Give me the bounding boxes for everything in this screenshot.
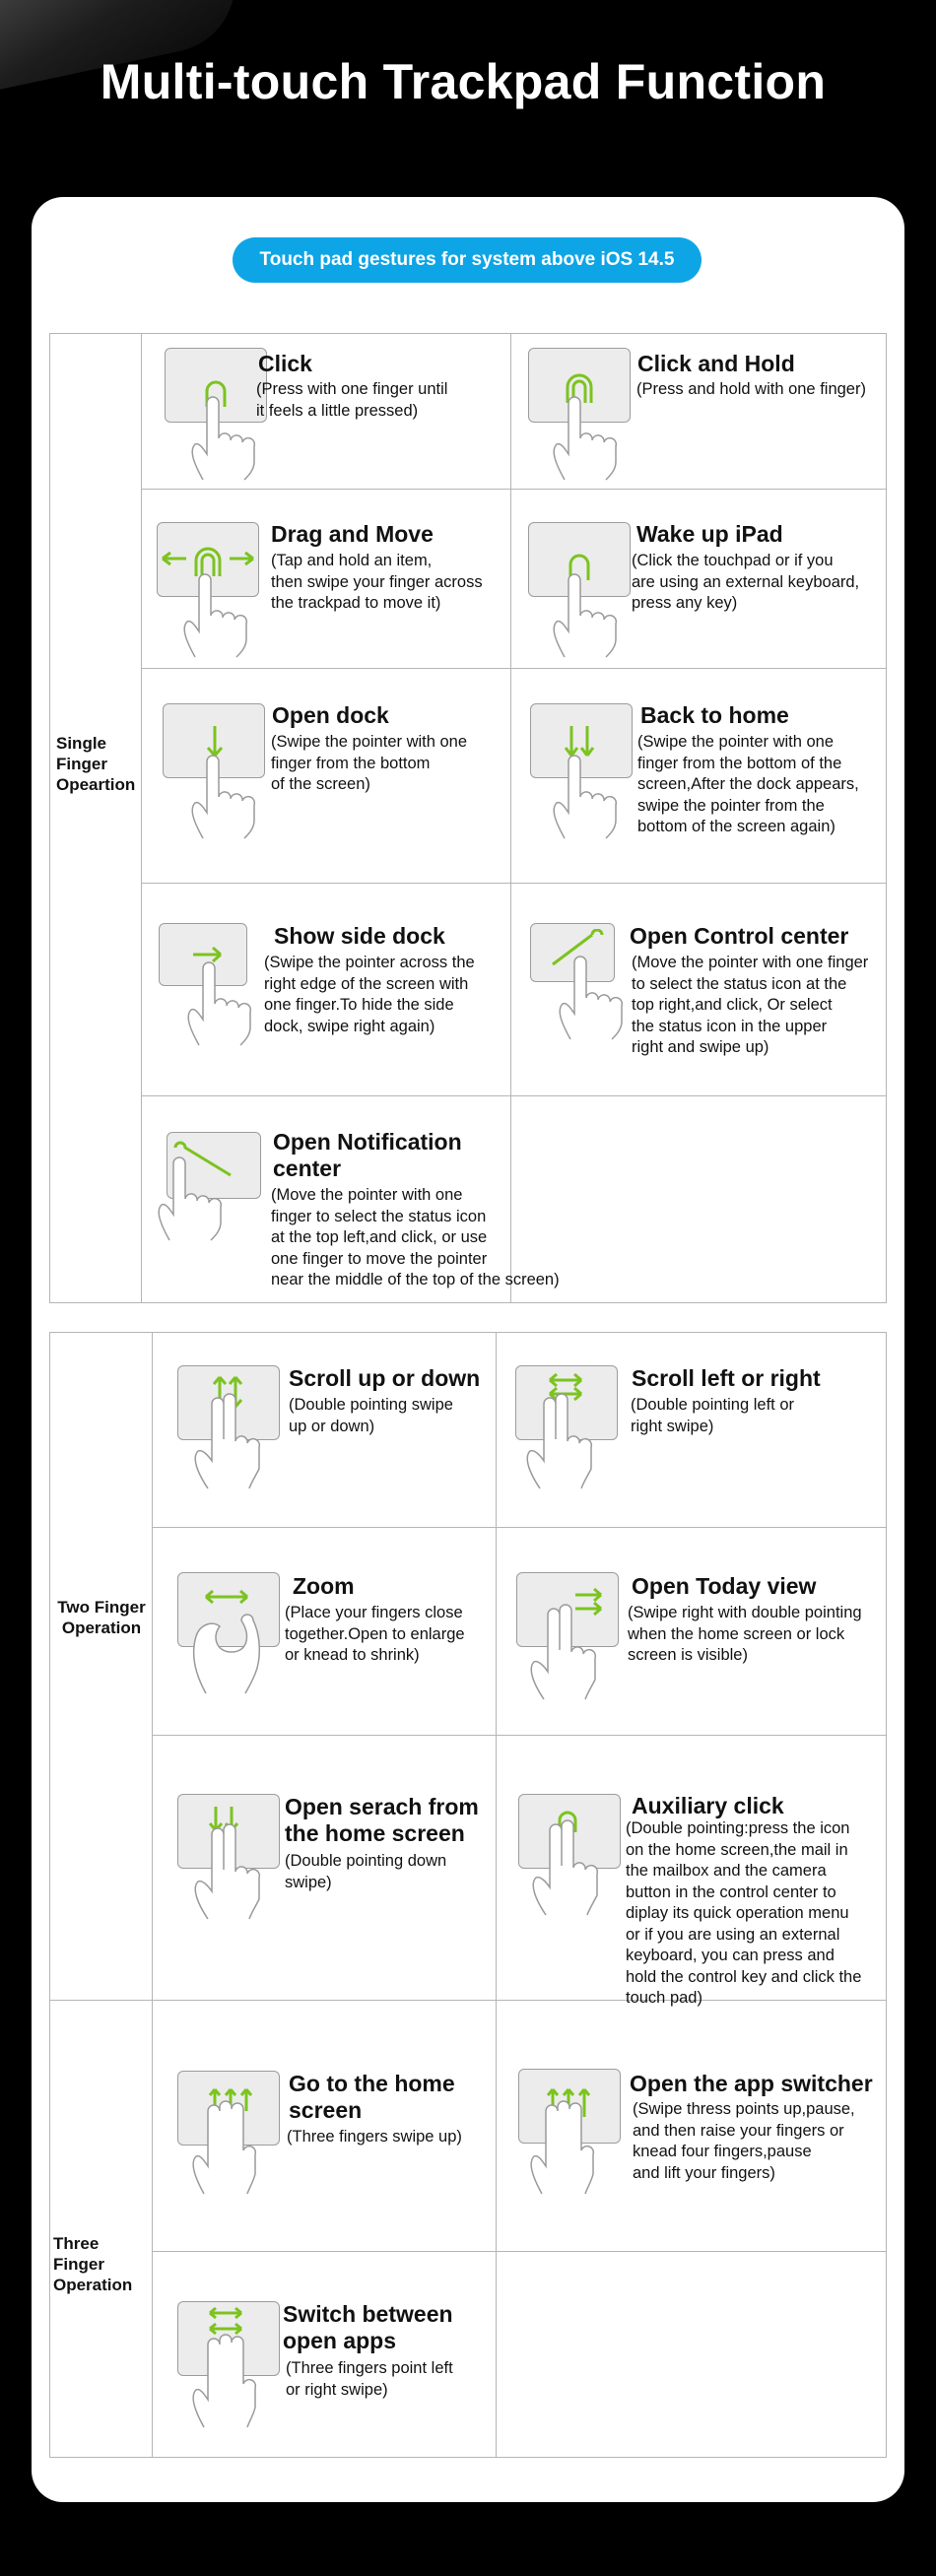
gesture-wake-up-ipad xyxy=(511,490,886,668)
three-finger-hand-icon xyxy=(524,2097,623,2196)
gesture-zoom xyxy=(153,1528,496,1735)
gesture-description: (Press with one finger until it feels a little pressed) xyxy=(256,380,448,420)
gesture-title: Click and Hold xyxy=(637,351,795,376)
gesture-description: (Click the touchpad or if you are using an external keyboard, press any key) xyxy=(632,552,860,612)
gesture-title: Go to the home screen xyxy=(289,2071,455,2123)
two-finger-hand-icon xyxy=(186,1392,285,1490)
gesture-description: (Double pointing swipe up or down) xyxy=(289,1396,453,1435)
gesture-title: Zoom xyxy=(293,1573,355,1599)
gesture-title: Show side dock xyxy=(274,923,445,949)
gesture-description: (Swipe the pointer with one finger from the bottom of the screen,After the dock appears, swipe the pointer from the bottom of the screen again) xyxy=(637,733,859,835)
gesture-description: (Move the pointer with one finger to select the status icon at the top right,and click, Or select the status icon in the upper right and swipe up) xyxy=(632,954,869,1056)
page-title: Multi-touch Trackpad Function xyxy=(100,54,827,109)
gesture-click xyxy=(142,334,510,489)
gesture-open-dock xyxy=(142,669,510,883)
two-finger-hand-icon xyxy=(522,1603,621,1701)
gesture-scroll-up-down xyxy=(153,1333,496,1527)
gesture-card xyxy=(32,197,904,2502)
gesture-description: (Double pointing left or right swipe) xyxy=(631,1396,795,1435)
gesture-title: Scroll left or right xyxy=(632,1365,821,1391)
section-label: Three Finger Operation xyxy=(53,2234,133,2294)
gesture-click-and-hold xyxy=(511,334,886,489)
gesture-open-search xyxy=(153,1736,496,2000)
gesture-title: Back to home xyxy=(640,702,789,728)
hand-icon xyxy=(179,958,258,1047)
two-finger-hand-icon xyxy=(186,1822,285,1921)
gesture-title: Open Notification center xyxy=(273,1129,462,1181)
section-label: Two Finger Operation xyxy=(57,1598,146,1637)
two-finger-hand-icon xyxy=(518,1392,617,1490)
gesture-description: (Three fingers point left or right swipe) xyxy=(286,2359,453,2399)
gesture-scroll-left-right xyxy=(497,1333,886,1527)
gesture-open-notification-center xyxy=(142,1096,886,1302)
multi-finger-section xyxy=(49,1332,887,2458)
hand-icon xyxy=(545,393,634,482)
gesture-description: (Double pointing:press the icon on the home screen,the mail in the mailbox and the camera button in the control center to diplay its quick operation menu or if you are using an external keyboard, you can press and hold the control key and click the touch pad) xyxy=(626,1819,862,2007)
pinch-hand-icon xyxy=(182,1597,281,1695)
gesture-auxiliary-click xyxy=(497,1736,886,2007)
gesture-title: Open the app switcher xyxy=(630,2071,873,2096)
gesture-title: Open dock xyxy=(272,702,389,728)
gesture-open-today-view xyxy=(497,1528,886,1735)
gesture-show-side-dock xyxy=(142,884,510,1095)
section-label: Single Finger Opeartion xyxy=(56,734,136,794)
gesture-title: Scroll up or down xyxy=(289,1365,481,1391)
hand-icon xyxy=(175,570,264,659)
hand-icon xyxy=(551,953,630,1041)
gesture-description: (Swipe the pointer across the right edge of the screen with one finger.To hide the side dock, swipe right again) xyxy=(264,954,475,1035)
ios-version-badge: Touch pad gestures for system above iOS 14.5 xyxy=(233,237,702,283)
gesture-title: Auxiliary click xyxy=(632,1793,784,1818)
gesture-back-to-home xyxy=(511,669,886,883)
three-finger-hand-icon xyxy=(186,2097,285,2196)
gesture-go-home xyxy=(153,2001,496,2251)
gesture-title: Switch between open apps xyxy=(283,2301,453,2353)
gesture-drag-and-move xyxy=(142,490,510,668)
gesture-title: Click xyxy=(258,351,312,376)
gesture-description: (Move the pointer with one finger to select the status icon at the top left,and click, or use one finger to move the pointer near the middle of the top of the screen) xyxy=(271,1186,560,1288)
gesture-open-control-center xyxy=(511,884,886,1095)
hand-icon xyxy=(183,752,272,840)
two-finger-hand-icon xyxy=(524,1818,623,1917)
gesture-title: Open Today view xyxy=(632,1573,817,1599)
gesture-switch-apps xyxy=(153,2252,496,2457)
three-finger-hand-icon xyxy=(186,2331,285,2429)
gesture-description: (Swipe the pointer with one finger from the bottom of the screen) xyxy=(271,733,468,793)
gesture-app-switcher xyxy=(497,2001,886,2251)
gesture-description: (Swipe thress points up,pause, and then raise your fingers or knead four fingers,pause and lift your fingers) xyxy=(633,2100,855,2182)
hand-icon xyxy=(150,1154,229,1242)
gesture-description: (Press and hold with one finger) xyxy=(636,380,866,398)
gesture-description: (Double pointing down swipe) xyxy=(285,1852,447,1891)
gesture-title: Wake up iPad xyxy=(636,521,783,547)
hand-icon xyxy=(545,570,634,659)
gesture-description: (Place your fingers close together.Open to enlarge or knead to shrink) xyxy=(285,1604,465,1664)
gesture-title: Open serach from the home screen xyxy=(285,1794,479,1846)
gesture-title: Drag and Move xyxy=(271,521,434,547)
gesture-title: Open Control center xyxy=(630,923,849,949)
gesture-description: (Three fingers swipe up) xyxy=(287,2128,462,2146)
hand-icon xyxy=(545,752,634,840)
gesture-description: (Swipe right with double pointing when the home screen or lock screen is visible) xyxy=(628,1604,862,1664)
single-finger-section xyxy=(49,333,887,1303)
gesture-description: (Tap and hold an item, then swipe your finger across the trackpad to move it) xyxy=(271,552,483,612)
